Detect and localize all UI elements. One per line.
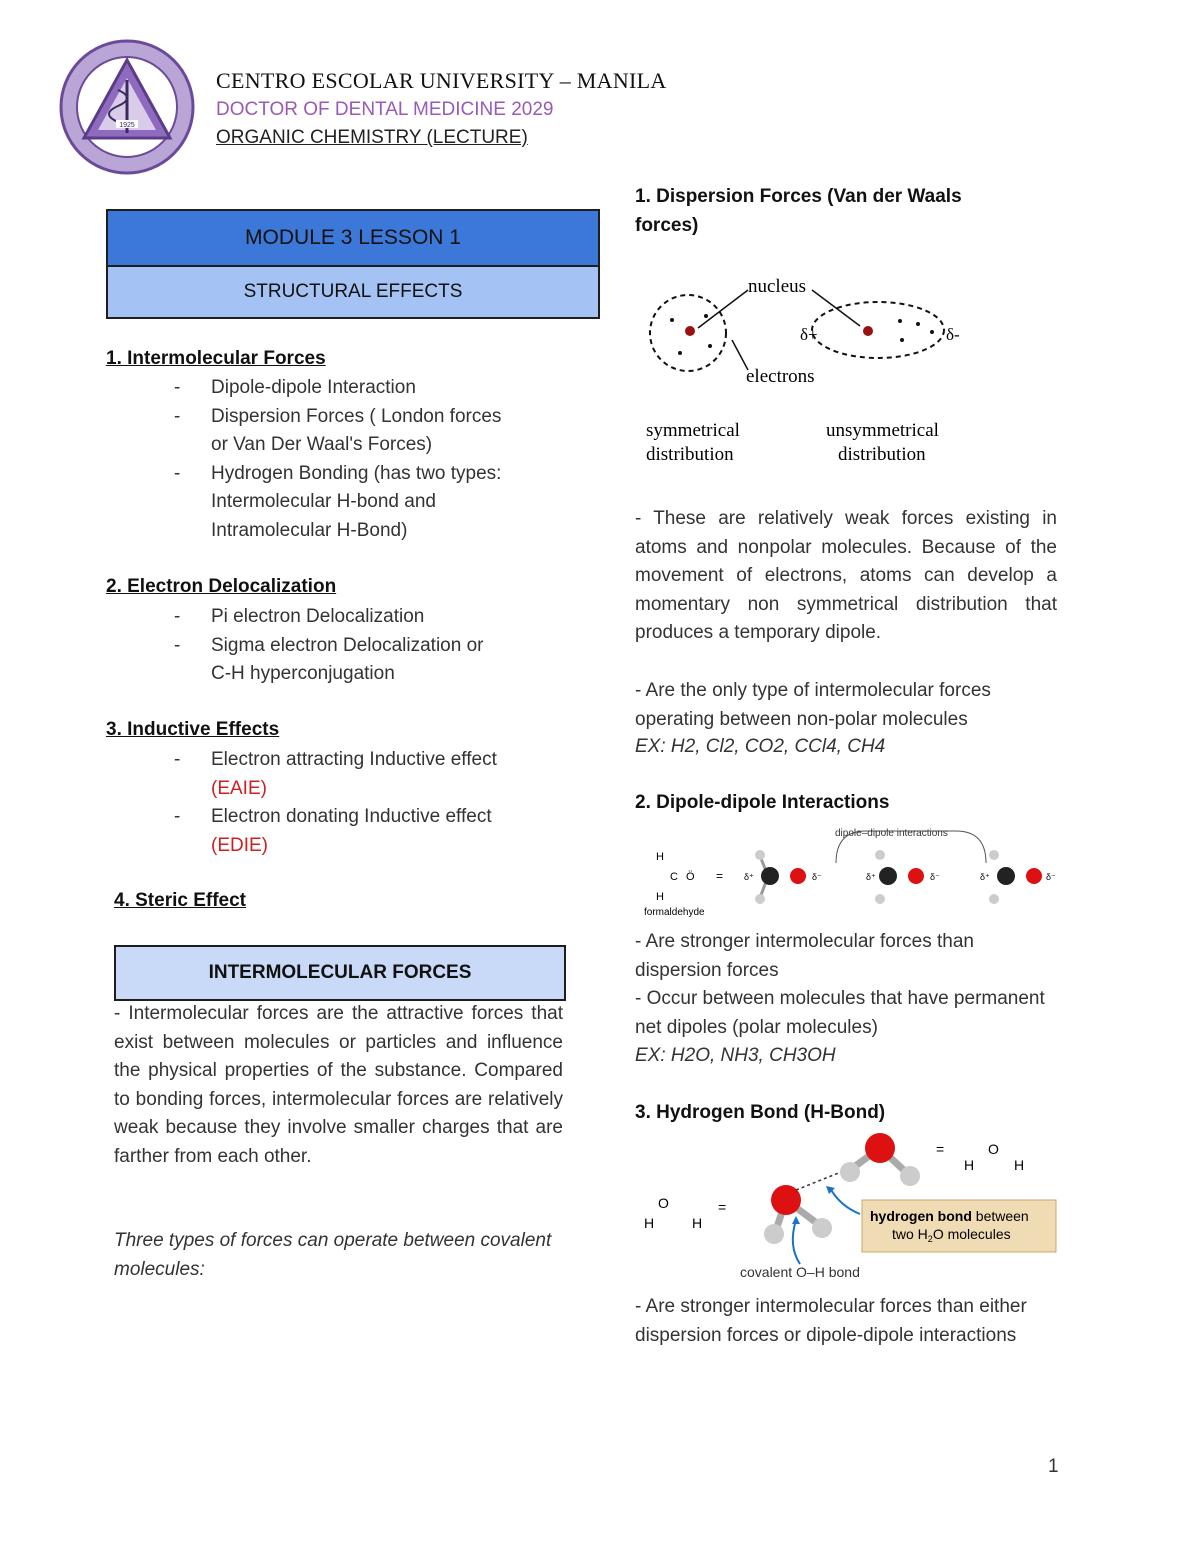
- svg-text:symmetrical: symmetrical: [646, 420, 740, 441]
- module-subtitle: STRUCTURAL EFFECTS: [108, 267, 598, 317]
- list-item: Dispersion Forces ( London forces: [211, 405, 502, 427]
- svg-text:H: H: [656, 891, 664, 903]
- svg-text:covalent O–H bond: covalent O–H bond: [740, 1264, 860, 1280]
- svg-text:H: H: [656, 851, 664, 863]
- svg-text:nucleus: nucleus: [748, 276, 807, 297]
- intermolecular-forces-title: INTERMOLECULAR FORCES: [114, 945, 566, 1001]
- svg-text:electrons: electrons: [746, 366, 815, 387]
- list-item: (EDIE): [211, 834, 268, 856]
- module-title: MODULE 3 LESSON 1: [108, 211, 598, 267]
- svg-text:δ⁺: δ⁺: [744, 872, 754, 882]
- dispersion-description: - These are relatively weak forces existing in atoms and nonpolar molecules. Because of the movement of electrons, atoms can develop a momentary non symmetrical distribution that produces a temporary dipole.: [635, 508, 1057, 643]
- dipole-strength-note: - Are stronger intermolecular forces than dispersion forces: [635, 931, 974, 981]
- svg-text:H: H: [1014, 1157, 1025, 1173]
- imf-types-intro: Three types of forces can operate between covalent molecules:: [114, 1230, 552, 1280]
- svg-text:Ö: Ö: [686, 871, 695, 883]
- list-item: (EAIE): [211, 777, 267, 799]
- list-item: Intermolecular H-bond and: [211, 491, 436, 512]
- outline-heading-4: 4. Steric Effect: [114, 890, 246, 911]
- university-name: CENTRO ESCOLAR UNIVERSITY – MANILA: [216, 68, 667, 93]
- dispersion-examples: EX: H2, Cl2, CO2, CCl4, CH4: [635, 736, 886, 757]
- list-item: Hydrogen Bonding (has two types:: [211, 462, 502, 484]
- svg-text:O: O: [658, 1195, 669, 1211]
- dipole-examples: EX: H2O, NH3, CH3OH: [635, 1045, 836, 1066]
- svg-text:two H2O molecules: two $H_2O$ molecules: [892, 1226, 1011, 1244]
- outline-heading-1: 1. Intermolecular Forces: [106, 348, 326, 369]
- svg-text:=: =: [716, 869, 724, 883]
- dipole-dipole-figure: [640, 825, 1060, 917]
- svg-text:=: =: [718, 1199, 727, 1215]
- dipole-heading: 2. Dipole-dipole Interactions: [635, 792, 890, 813]
- list-item: or Van Der Waal's Forces): [211, 434, 433, 455]
- svg-text:δ⁻: δ⁻: [812, 872, 822, 882]
- list-item: Sigma electron Delocalization or: [211, 634, 484, 656]
- list-item: Intramolecular H-Bond): [211, 519, 408, 541]
- svg-text:δ⁺: δ⁺: [980, 872, 990, 882]
- svg-text:H: H: [692, 1215, 703, 1231]
- dispersion-forces-figure: [640, 268, 980, 468]
- svg-text:unsymmetrical: unsymmetrical: [826, 420, 939, 441]
- page-number: 1: [1048, 1456, 1059, 1477]
- imf-definition-paragraph: - Intermolecular forces are the attractive forces that exist between molecules or particles and influence the physical properties of the substance. Compared to bonding forces, intermolecular forces are relatively weak because they involve smaller charges that are farther from each other.: [114, 1003, 563, 1167]
- university-seal-logo: [58, 38, 196, 176]
- course-name: ORGANIC CHEMISTRY (LECTURE): [216, 127, 528, 148]
- module-title-box: [106, 209, 600, 319]
- svg-text:H: H: [644, 1215, 655, 1231]
- hydrogen-bond-figure: [640, 1130, 1060, 1285]
- list-item: Dipole-dipole Interaction: [211, 377, 416, 398]
- list-item: Electron donating Inductive effect: [211, 806, 492, 827]
- dipole-occurrence-note: - Occur between molecules that have permanent net dipoles (polar molecules): [635, 988, 1045, 1038]
- dispersion-nonpolar-note: - Are the only type of intermolecular forces operating between non-polar molecules: [635, 680, 991, 730]
- program-name: DOCTOR OF DENTAL MEDICINE 2029: [216, 99, 554, 120]
- svg-text:hydrogen bond between: hydrogen bond between: [870, 1208, 1029, 1224]
- hbond-heading: 3. Hydrogen Bond (H-Bond): [635, 1102, 886, 1123]
- list-item: Pi electron Delocalization: [211, 606, 425, 627]
- outline-list-3: - Electron attracting Inductive effect (EAIE) - Electron donating Inductive effect (EDIE): [174, 749, 497, 856]
- outline-heading-2: 2. Electron Delocalization: [106, 576, 337, 597]
- svg-text:distribution: distribution: [646, 444, 734, 465]
- svg-text:δ-: δ-: [946, 325, 960, 344]
- outline-heading-3: 3. Inductive Effects: [106, 719, 280, 740]
- list-item: C-H hyperconjugation: [211, 663, 395, 684]
- svg-text:δ⁻: δ⁻: [930, 872, 940, 882]
- outline-list-2: - Pi electron Delocalization - Sigma electron Delocalization or C-H hyperconjugation: [174, 606, 484, 684]
- svg-text:C: C: [670, 871, 678, 883]
- list-item: Electron attracting Inductive effect: [211, 749, 497, 770]
- svg-text:δ+: δ+: [800, 325, 818, 344]
- svg-text:dipole–dipole interactions: dipole–dipole interactions: [835, 828, 948, 839]
- svg-text:1925: 1925: [119, 122, 135, 129]
- svg-text:H: H: [964, 1157, 975, 1173]
- svg-text:O: O: [988, 1141, 999, 1157]
- hbond-strength-note: - Are stronger intermolecular forces than either dispersion forces or dipole-dipole interactions: [635, 1296, 1027, 1346]
- svg-text:formaldehyde: formaldehyde: [644, 907, 705, 917]
- svg-text:distribution: distribution: [838, 444, 926, 465]
- svg-text:=: =: [936, 1141, 945, 1157]
- dispersion-heading: 1. Dispersion Forces (Van der Waals forces): [635, 186, 962, 236]
- svg-text:δ⁻: δ⁻: [1046, 872, 1056, 882]
- outline-list-1: - Dipole-dipole Interaction - Dispersion Forces ( London forces or Van Der Waal's Forces) - Hydrogen Bonding (has two types: Intermolecular H-bond and Intramolecular H-Bond): [174, 377, 502, 541]
- svg-text:δ⁺: δ⁺: [866, 872, 876, 882]
